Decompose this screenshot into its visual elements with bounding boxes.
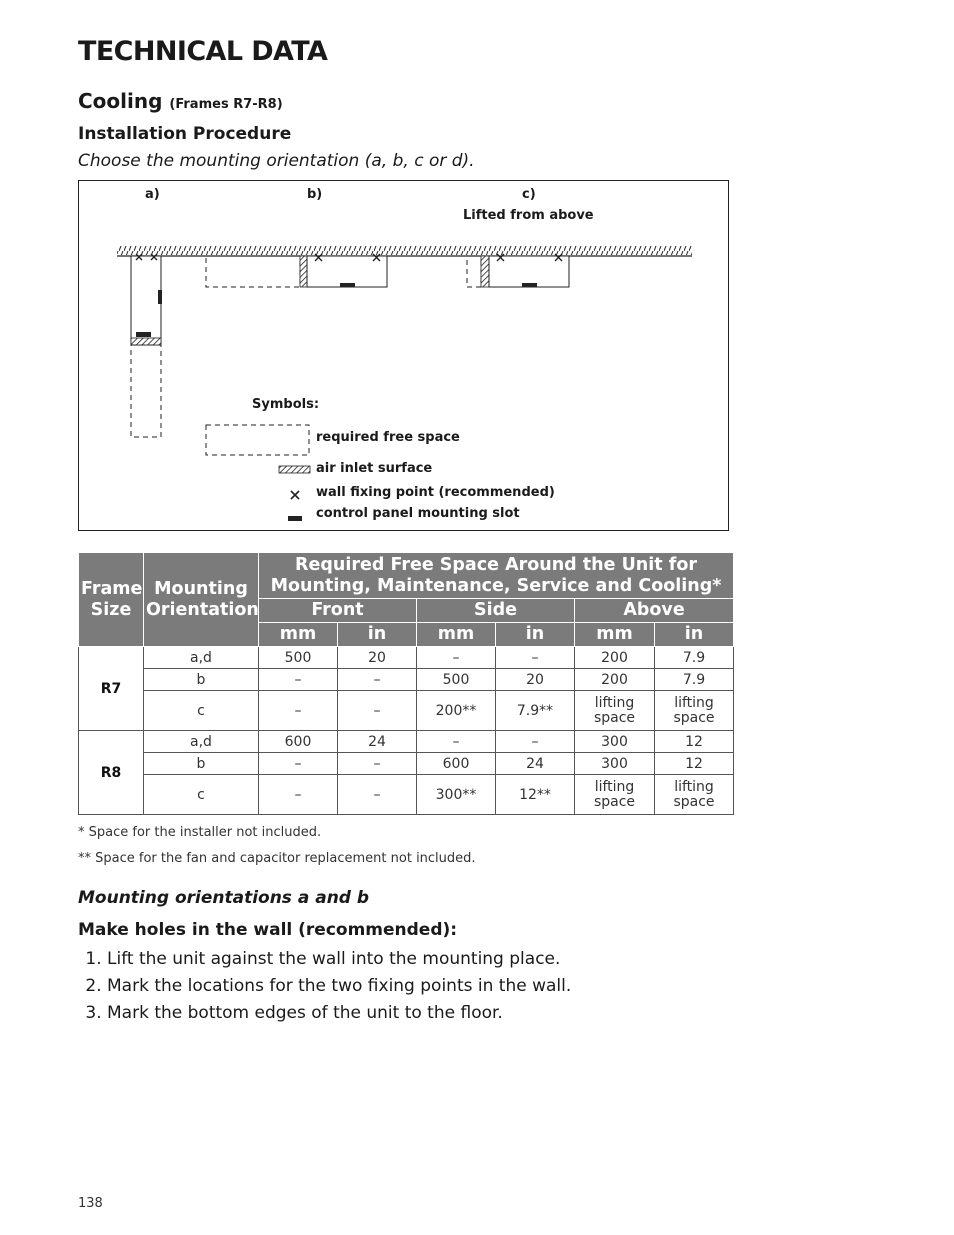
header-unit: in xyxy=(496,623,575,647)
value-cell: – xyxy=(338,669,417,691)
header-side: Side xyxy=(417,599,575,623)
value-cell: 500 xyxy=(417,669,496,691)
label-b: b) xyxy=(307,187,323,202)
header-unit: mm xyxy=(417,623,496,647)
mounting-diagram xyxy=(78,180,729,531)
value-cell: lifting space xyxy=(655,775,734,815)
header-unit: in xyxy=(655,623,734,647)
value-cell: – xyxy=(417,731,496,753)
value-cell: 7.9 xyxy=(655,669,734,691)
free-space-table xyxy=(78,552,734,815)
value-cell: 12 xyxy=(655,753,734,775)
frame-cell: R8 xyxy=(79,731,144,815)
table-row xyxy=(79,731,734,753)
value-cell: – xyxy=(259,669,338,691)
list-item: 3. Mark the bottom edges of the unit to the floor. xyxy=(107,1000,571,1027)
label-a: a) xyxy=(145,187,160,202)
header-unit: mm xyxy=(259,623,338,647)
page-number: 138 xyxy=(78,1196,103,1211)
value-cell: 600 xyxy=(417,753,496,775)
orientation-cell: a,d xyxy=(144,731,259,753)
legend-label-panel-slot: control panel mounting slot xyxy=(316,506,520,521)
header-above: Above xyxy=(575,599,734,623)
table-row xyxy=(79,753,734,775)
orientation-cell: a,d xyxy=(144,647,259,669)
wall-hatching xyxy=(117,246,692,255)
value-cell: 12** xyxy=(496,775,575,815)
section2-subtitle: Make holes in the wall (recommended): xyxy=(78,920,458,940)
header-required-space: Required Free Space Around the Unit for Mounting, Maintenance, Service and Cooling* xyxy=(259,553,734,599)
value-cell: 300** xyxy=(417,775,496,815)
value-cell: – xyxy=(338,753,417,775)
value-cell: 24 xyxy=(338,731,417,753)
value-cell: – xyxy=(496,731,575,753)
value-cell: 7.9** xyxy=(496,691,575,731)
section-subtitle: (Frames R7-R8) xyxy=(169,97,283,112)
value-cell: 20 xyxy=(496,669,575,691)
value-cell: – xyxy=(259,775,338,815)
value-cell: 12 xyxy=(655,731,734,753)
section-heading xyxy=(78,89,283,113)
header-front: Front xyxy=(259,599,417,623)
subsection-heading: Installation Procedure xyxy=(78,124,292,144)
orientation-a-unit xyxy=(131,254,162,437)
hatched-bar-icon xyxy=(279,466,310,473)
orientation-cell: c xyxy=(144,691,259,731)
value-cell: lifting space xyxy=(655,691,734,731)
value-cell: 200 xyxy=(575,647,655,669)
cross-icon xyxy=(291,491,299,499)
value-cell: lifting space xyxy=(575,691,655,731)
diagram-drawing xyxy=(79,181,730,532)
value-cell: 600 xyxy=(259,731,338,753)
legend-label-air-inlet: air inlet surface xyxy=(316,461,433,476)
orientation-b-unit xyxy=(206,254,387,287)
dashed-rectangle-icon xyxy=(206,425,309,455)
intro-text: Choose the mounting orientation (a, b, c or d). xyxy=(78,151,475,171)
solid-bar-icon xyxy=(288,516,302,521)
value-cell: – xyxy=(496,647,575,669)
value-cell: – xyxy=(259,753,338,775)
header-unit: in xyxy=(338,623,417,647)
table-row xyxy=(79,775,734,815)
value-cell: 300 xyxy=(575,753,655,775)
section2-title: Mounting orientations a and b xyxy=(78,888,370,908)
table-row xyxy=(79,669,734,691)
steps-list xyxy=(78,946,571,1027)
table-row xyxy=(79,691,734,731)
value-cell: 300 xyxy=(575,731,655,753)
value-cell: – xyxy=(338,691,417,731)
value-cell: 7.9 xyxy=(655,647,734,669)
legend-label-fixing-point: wall fixing point (recommended) xyxy=(316,485,555,500)
footnote-2: ** Space for the fan and capacitor replacement not included. xyxy=(78,851,476,866)
label-c: c) xyxy=(522,187,536,202)
orientation-cell: c xyxy=(144,775,259,815)
list-item: 2. Mark the locations for the two fixing points in the wall. xyxy=(107,973,571,1000)
list-item: 1. Lift the unit against the wall into the mounting place. xyxy=(107,946,571,973)
header-frame-size: Frame Size xyxy=(79,553,144,647)
value-cell: – xyxy=(338,775,417,815)
value-cell: 500 xyxy=(259,647,338,669)
value-cell: 200** xyxy=(417,691,496,731)
section-title: Cooling xyxy=(78,89,163,113)
orientation-cell: b xyxy=(144,753,259,775)
symbols-title: Symbols: xyxy=(252,397,320,412)
header-mounting-orientation: Mounting Orientation xyxy=(144,553,259,647)
value-cell: lifting space xyxy=(575,775,655,815)
value-cell: – xyxy=(417,647,496,669)
value-cell: – xyxy=(259,691,338,731)
orientation-cell: b xyxy=(144,669,259,691)
footnote-1: * Space for the installer not included. xyxy=(78,825,322,840)
header-unit: mm xyxy=(575,623,655,647)
frame-cell: R7 xyxy=(79,647,144,731)
label-c-caption: Lifted from above xyxy=(463,208,594,223)
legend-label-free-space: required free space xyxy=(316,430,460,445)
page-title: TECHNICAL DATA xyxy=(78,36,328,67)
table-row xyxy=(79,647,734,669)
value-cell: 200 xyxy=(575,669,655,691)
value-cell: 20 xyxy=(338,647,417,669)
value-cell: 24 xyxy=(496,753,575,775)
orientation-c-unit xyxy=(467,254,569,287)
